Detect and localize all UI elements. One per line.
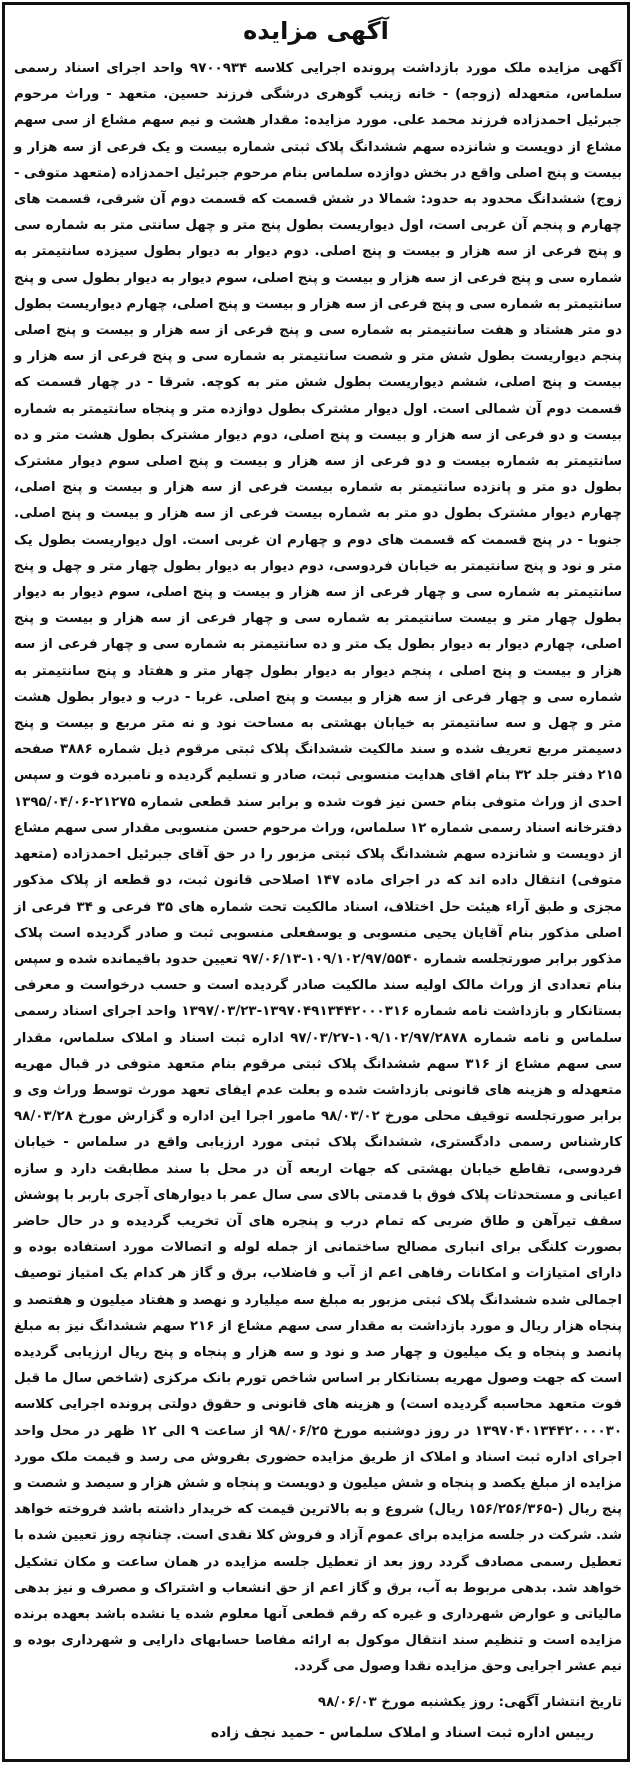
publish-date: تاریخ انتشار آگهی: روز یکشنبه مورخ ۹۸/۰۶/۰۳: [317, 1695, 622, 1710]
signature-line: رییس اداره ثبت اسناد و املاک سلماس - حمید نجف زاده: [210, 1725, 594, 1741]
notice-title: آگهی مزایده: [243, 17, 389, 45]
notice-body: [14, 56, 622, 1681]
notice-body-paragraph: آگهی مزایده ملک مورد بازداشت پرونده اجرایی کلاسه ۹۷۰۰۹۳۴ واحد اجرای اسناد رسمی سلماس، متعهدله (زوجه) - خانه زینب گوهری درشگی فرزند حسین. متعهد - وراث مرحوم جبرئیل احمدزاده فرزند محمد علی. مورد مزایده: مقدار هشت و نیم سهم مشاع از سی سهم مشاع از دویست و شانزده سهم ششدانگ پلاک ثبتی شماره بیست و یک فرعی از سه هزار و بیست و پنج اصلی واقع در بخش دوازده سلماس بنام مرحوم جبرئیل احمدزاده (متعهد متوفی - زوج) ششدانگ محدود به حدود: شمالا در شش قسمت که قسمت دوم آن شرقی، قسمت های چهارم و پنجم آن غربی است، اول دیواریست بطول پنج متر و چهل سانتی متر به شماره سی و پنج فرعی از سه هزار و بیست و پنج اصلی. دوم دیوار به دیوار بطول سیزده سانتیمتر به شماره سی و پنج فرعی از سه هزار و بیست و پنج اصلی، سوم دیوار به دیوار بطول سی و پنج سانتیمتر به شماره سی و پنج فرعی از سه هزار و بیست و پنج اصلی، چهارم دیواریست بطول دو متر هشتاد و هفت سانتیمتر به شماره سی و پنج فرعی از سه هزار و بیست و پنج اصلی پنجم دیواریست بطول شش متر و شصت سانتیمتر به شماره سی و پنج فرعی از سه هزار و بیست و پنج اصلی، ششم دیواریست بطول شش متر به کوچه. شرقا - در چهار قسمت که قسمت دوم آن شمالی است. اول دیوار مشترک بطول دوازده متر و پنجاه سانتیمتر به شماره بیست و دو فرعی از سه هزار و بیست و پنج اصلی، دوم دیوار مشترک بطول هشت متر و ده سانتیمتر به شماره بیست و دو فرعی از سه هزار و بیست و پنج اصلی سوم دیوار مشترک بطول دو متر و پانزده سانتیمتر به شماره بیست فرعی از سه هزار و بیست و پنج اصلی، چهارم دیوار مشترک بطول دو متر به شماره بیست فرعی از سه هزار و بیست و پنج اصلی. جنوبا - در پنج قسمت که قسمت های دوم و چهارم ان غربی است. اول دیواریست بطول یک متر و نود و پنج سانتیمتر به خیابان فردوسی، دوم دیوار به دیوار بطول چهار متر و چهل و پنج سانتیمتر به شماره سی و چهار فرعی از سه هزار و بیست و پنج اصلی، سوم دیوار به دیوار بطول چهار متر و بیست سانتیمتر به شماره سی و چهار فرعی از سه هزار و بیست و پنج اصلی، چهارم دیوار به دیوار بطول یک متر و ده سانتیمتر به شماره سی و چهار فرعی از سه هزار و بیست و پنج اصلی ، پنجم دیوار به دیوار بطول چهار متر و هفتاد و پنج سانتیمتر به شماره سی و چهار فرعی از سه هزار و بیست و پنج اصلی. غربا - درب و دیوار بطول هشت متر و چهل و سه سانتیمتر به خیابان بهشتی به مساحت نود و نه متر مربع و بیست و پنج دسیمتر مربع تعریف شده و سند مالکیت ششدانگ پلاک ثبتی مرقوم ذیل شماره ۳۸۸۶ صفحه ۲۱۵ دفتر جلد ۳۲ بنام اقای هدایت منسوبی ثبت، صادر و تسلیم گردیده و نامبرده فوت و سپس احدی از وراث متوفی بنام حسن نیز فوت شده و برابر سند قطعی شماره ۲۱۲۷۵-۱۳۹۵/۰۴/۰۶ دفترخانه اسناد رسمی شماره ۱۲ سلماس، وراث مرحوم حسن منسوبی مقدار سی سهم مشاع از دویست و شانزده سهم ششدانگ پلاک ثبتی مزبور را در حق آقای جبرئیل احمدزاده (متعهد متوفی) انتقال داده اند که در اجرای ماده ۱۴۷ اصلاحی قانون ثبت، دو قطعه از پلاک مذکور مجزی و طبق آراء هیئت حل اختلاف، اسناد مالکیت تحت شماره های ۳۵ فرعی و ۳۴ فرعی از اصلی مذکور بنام آقایان یحیی منسوبی و یوسفعلی منسوبی ثبت و صادر گردیده است پلاک مذکور برابر صورتجلسه شماره ۱۰۹/۱۰۲/۹۷/۵۵۴۰-۹۷/۰۶/۱۳ تعیین حدود باقیمانده شده و سپس بنام تعدادی از وراث مالک اولیه سند مالکیت صادر گردیده است و حسب درخواست و معرفی بستانکار و بازداشت نامه شماره ۱۳۹۷۰۴۹۱۳۴۴۲۰۰۰۳۱۶-۱۳۹۷/۰۳/۲۳ واحد اجرای اسناد رسمی سلماس و نامه شماره ۱۰۹/۱۰۲/۹۷/۲۸۷۸-۹۷/۰۳/۲۷ اداره ثبت اسناد و املاک سلماس، مقدار سی سهم مشاع از ۳۱۶ سهم ششدانگ پلاک ثبتی مرقوم بنام متعهد متوفی در قبال مهریه متعهدله و هزینه های قانونی بازداشت شده و بعلت عدم ایفای تعهد مورث توسط وراث وی و برابر صورتجلسه توقیف محلی مورخ ۹۸/۰۳/۰۲ مامور اجرا این اداره و گزارش مورخ ۹۸/۰۳/۲۸ کارشناس رسمی دادگستری، ششدانگ پلاک ثبتی مورد ارزیابی واقع در سلماس - خیابان فردوسی، تقاطع خیابان بهشتی که جهات اربعه آن در محل با سند مطابقت دارد و سازه اعیانی و مستحدثات پلاک فوق با قدمتی بالای سی سال عمر با دیوارهای آجری باربر با پوشش سقف تیرآهن و طاق ضربی که تمام درب و پنجره های آن تخریب گردیده و در حال حاضر بصورت کلنگی برای انباری مصالح ساختمانی از جمله لوله و اتصالات مورد استفاده بوده و دارای امتیازات و امکانات رفاهی اعم از آب و فاضلاب، برق و گاز هر کدام یک امتیاز توصیف اجمالی شده ششدانگ پلاک ثبتی مزبور به مبلغ سه میلیارد و نهصد و هفتاد میلیون و هفتصد و پنجاه هزار ریال و مورد بازداشت به مقدار سی سهم مشاع از ۲۱۶ سهم ششدانگ نیز به مبلغ پانصد و پنجاه و یک میلیون و چهار صد و نود و سه هزار و پنجاه و پنج ریال ارزیابی گردیده است که جهت وصول مهریه بستانکار بر اساس شاخص تورم بانک مرکزی (شاخص سال ما قبل فوت متعهد محاسبه گردیده است) و هزینه های قانونی و حقوق دولتی پرونده اجرایی کلاسه ۱۳۹۷۰۴۰۱۳۴۴۲۰۰۰۰۳۰ در روز دوشنبه مورخ ۹۸/۰۶/۲۵ از ساعت ۹ الی ۱۲ ظهر در محل واحد اجرای اداره ثبت اسناد و املاک از طریق مزایده حضوری بفروش می رسد و قیمت ملک مورد مزایده از مبلغ یکصد و پنجاه و شش میلیون و دویست و پنجاه و شش هزار و سیصد و شصت و پنج ریال (-۱۵۶/۲۵۶/۳۶۵ ریال) شروع و به بالاترین قیمت که خریدار داشته باشد فروخته خواهد شد. شرکت در جلسه مزایده برای عموم آزاد و فروش کلا نقدی است. چنانچه روز تعیین شده با تعطیل رسمی مصادف گردد روز بعد از تعطیل جلسه مزایده در همان ساعت و مکان تشکیل خواهد شد. بدهی مربوط به آب، برق و گاز اعم از حق انشعاب و اشتراک و مصرف و نیز بدهی مالیاتی و عوارض شهرداری و غیره که رقم قطعی آنها معلوم شده یا نشده باشد بعهده برنده مزایده است و تنظیم سند انتقال موکول به ارائه مفاصا حسابهای دارایی و شهرداری بوده و نیم عشر اجرایی وحق مزایده نقدا وصول می گردد.: [14, 61, 623, 1675]
